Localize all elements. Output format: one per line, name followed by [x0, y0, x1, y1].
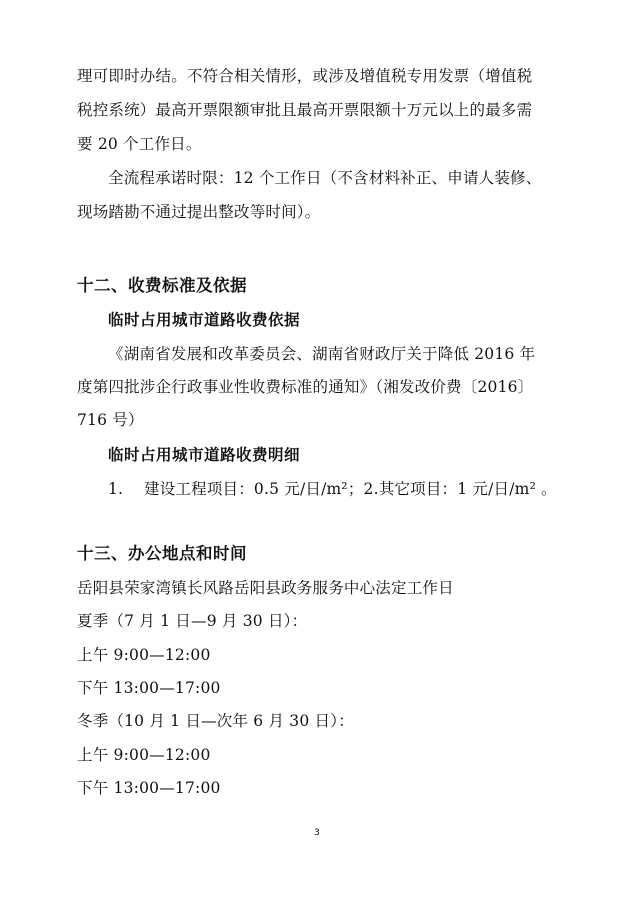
fee-basis-line-1: 《湖南省发展和改革委员会、湖南省财政厅关于降低 2016 年	[108, 345, 536, 363]
fee-basis-heading: 临时占用城市道路收费依据	[108, 311, 301, 329]
section-12-heading: 十二、收费标准及依据	[77, 276, 247, 295]
winter-schedule-label: 冬季（10 月 1 日—次年 6 月 30 日）：	[77, 712, 354, 730]
office-address: 岳阳县荣家湾镇长风路岳阳县政务服务中心法定工作日	[77, 579, 454, 597]
intro-line-3: 要 20 个工作日。	[77, 135, 202, 153]
winter-afternoon-hours: 下午 13:00—17:00	[77, 779, 221, 797]
fee-detail-heading: 临时占用城市道路收费明细	[108, 446, 301, 464]
summer-schedule-label: 夏季（7 月 1 日—9 月 30 日）：	[77, 612, 308, 630]
summer-morning-hours: 上午 9:00—12:00	[77, 646, 211, 664]
page-number: 3	[314, 828, 320, 838]
intro-line-1: 理可即时办结。不符合相关情形，或涉及增值税专用发票（增值税	[77, 67, 533, 85]
commitment-line-2: 现场踏勘不通过提出整改等时间）。	[77, 203, 321, 221]
intro-line-2: 税控系统）最高开票限额审批且最高开票限额十万元以上的最多需	[77, 101, 533, 119]
winter-morning-hours: 上午 9:00—12:00	[77, 746, 211, 764]
fee-detail-item: 1. 建设工程项目：0.5 元/日/m²；2.其它项目：1 元/日/m² 。	[108, 480, 557, 498]
commitment-line-1: 全流程承诺时限：12 个工作日（不含材料补正、申请人装修、	[108, 169, 542, 187]
fee-basis-line-2: 度第四批涉企行政事业性收费标准的通知》（湘发改价费〔2016〕	[77, 378, 534, 396]
section-13-heading: 十三、办公地点和时间	[77, 544, 247, 563]
summer-afternoon-hours: 下午 13:00—17:00	[77, 679, 221, 697]
fee-basis-line-3: 716 号）	[77, 411, 144, 429]
